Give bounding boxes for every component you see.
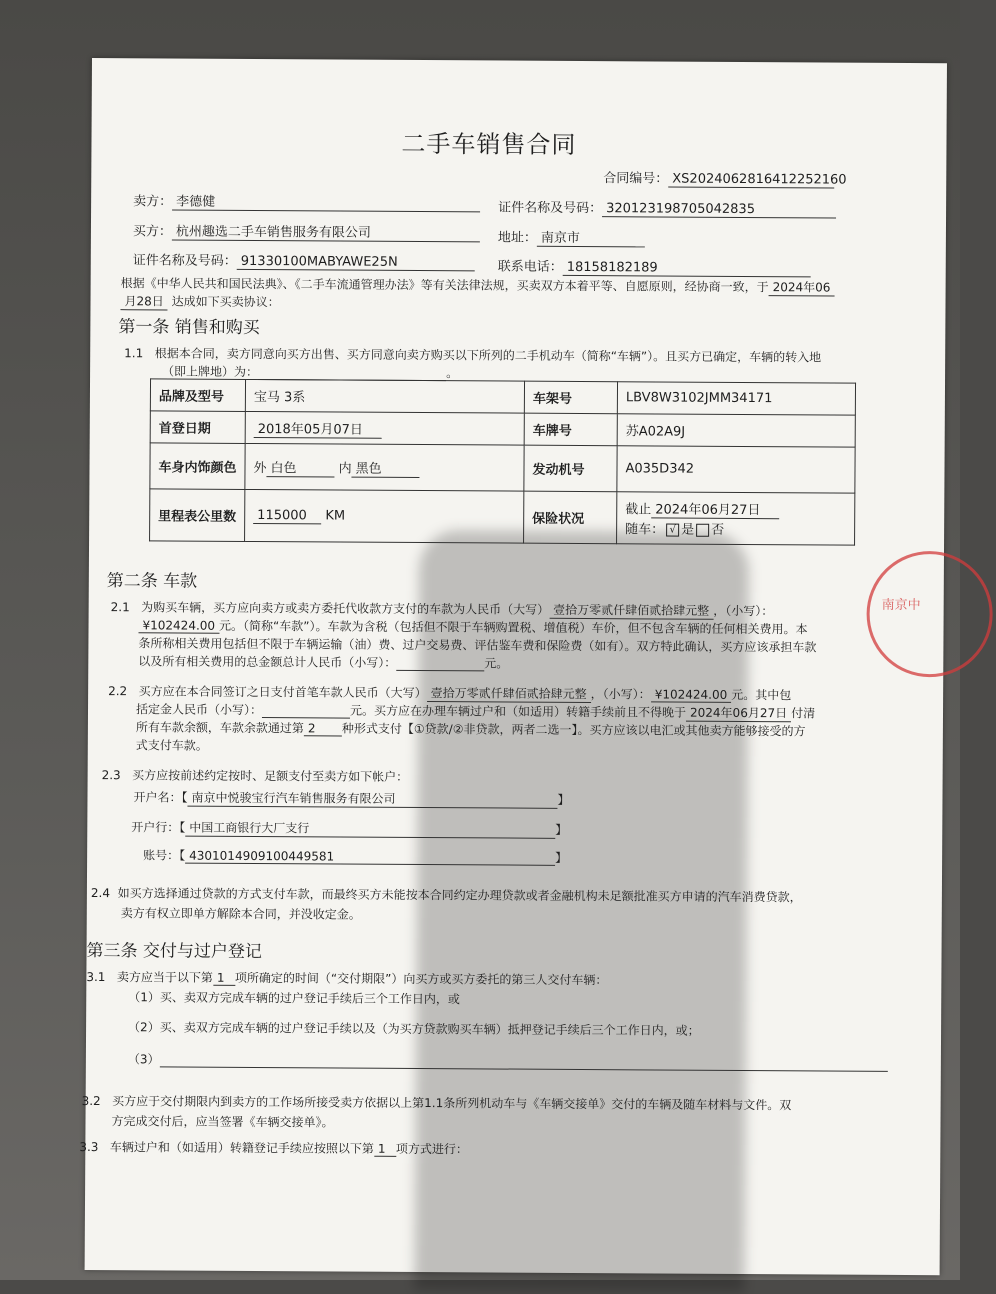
contract-page (79, 58, 947, 1275)
engine-label: 发动机号 (524, 445, 617, 492)
plate-label: 车牌号 (524, 413, 617, 446)
account-name-row (133, 788, 569, 809)
bank-row (131, 818, 567, 839)
clause-3-1-b: 项所确定的时间（“交付期限”）向买方或买方委托的第三人交付车辆： (234, 970, 608, 988)
first-reg-cell (245, 411, 524, 445)
bank-label: 开户行： (131, 820, 180, 835)
clause-2-2-d: 括定金人民币（小写）： (135, 702, 263, 718)
seller-id-label: 证件名称及号码： (498, 200, 603, 217)
account-no-label: 账号： (143, 848, 180, 863)
clause-3-1-opt3-label: （3） (127, 1052, 160, 1067)
account-name-label: 开户名： (133, 790, 182, 805)
clause-3-1-a: 卖方应当于以下第 (116, 970, 213, 985)
clause-3-1-no: 3.1 (86, 969, 106, 985)
insurance-cell (617, 492, 855, 545)
bracket-right: 】 (557, 792, 570, 807)
buyer-name: 杭州趣选二手车销售服务有限公司 (172, 220, 480, 242)
contract-no: XS20240628164122521​60 (668, 172, 834, 189)
clause-3-1-opt2: （2）买、卖双方完成车辆的过户登记手续以及（为买方贷款购买车辆）抵押登记手续后三个工作日内，或； (128, 1020, 700, 1038)
preamble-date-day: 月28日 (120, 292, 167, 310)
plate-value: 苏A02A9J (617, 414, 855, 447)
color-label: 车身内饰颜色 (150, 443, 245, 490)
phone-row (498, 255, 811, 277)
bracket-right: 】 (555, 850, 568, 865)
clause-3-3-no: 3.3 (79, 1139, 99, 1155)
phone-label: 联系电话： (497, 259, 563, 275)
clause-2-2-c: 元。其中包 (731, 687, 792, 703)
brand-label: 品牌及型号 (150, 379, 245, 412)
clause-2-2-line4: 式支付车款。 (135, 738, 208, 753)
preamble-end: 达成如下买卖协议： (171, 294, 280, 310)
first-reg-value: 2018年05月07日 (254, 417, 382, 438)
buyer-id-row (133, 249, 475, 271)
clause-3-1-opt3 (128, 1050, 888, 1072)
account-no: 4301014909100449581 (185, 849, 555, 866)
int-color: 黑色 (352, 457, 420, 477)
clause-3-1-opt1: （1）买、卖双方完成车辆的过户登记手续后三个工作日内，或 (128, 990, 460, 1007)
mileage-cell (245, 489, 524, 543)
ins-no-checkbox (696, 524, 709, 537)
brand-value: 宝马 3系 (245, 379, 524, 413)
clause-2-2-g: 所有车款余额，车款余款通过第 (135, 720, 304, 736)
clause-2-1-line4 (138, 652, 508, 671)
clause-2-1-c: 元。（简称“车款”）。车款为含税（包括但不限于车辆购置税、增值税）车价，但不包含车辆的任何相关费用。本 (219, 618, 808, 637)
page-title: 二手车销售合同 (401, 129, 577, 159)
ins-until-prefix: 截止 (625, 502, 652, 518)
bracket-left: 【 (181, 790, 188, 805)
clause-2-1-f: 元。 (484, 656, 509, 671)
ins-no: 否 (711, 522, 725, 538)
clause-3-3-b: 项方式进行： (395, 1141, 468, 1157)
clause-2-1-lower: ¥102424.00 (138, 618, 219, 633)
contract-no-label: 合同编号： (603, 171, 669, 187)
account-no-row (143, 846, 567, 866)
clause-2-4-no: 2.4 (90, 886, 111, 901)
bracket-right: 】 (555, 822, 568, 837)
clause-2-1-line3: 条所称相关费用包括但不限于车辆运输（油）费、过户交易费、评估鉴车费和保险费（如有）。双方特此确认，买方应该承担车款 (138, 636, 817, 655)
clause-3-2-line2: 方完成交付后，应当签署《车辆交接单》。 (111, 1114, 334, 1130)
vin-label: 车架号 (524, 381, 617, 414)
buyer-id-label: 证件名称及号码： (132, 253, 237, 269)
clause-2-1-e: 以及所有相关费用的总金额总计人民币（小写）： (138, 654, 397, 670)
clause-1-1-no: 1.1 (124, 346, 144, 361)
clause-2-3-text: 买方应按前述约定按时、足额支付至卖方如下帐户： (132, 768, 409, 784)
clause-2-2-date: 2024年06月27日 (686, 704, 791, 723)
preamble-text: 根据《中华人民共和国民法典》、《二手车流通管理办法》等有关法律法规，买卖双方本着平等、自愿原则，经协商一致，于 (120, 276, 769, 295)
insurance-label: 保险状况 (524, 491, 617, 544)
clause-2-2-h: 种形式支付【①贷款/②非贷款，两者二选一】。买方应该以电汇或其他卖方能够接受的方 (341, 721, 806, 739)
seller-id: 320123198705042835 (602, 201, 836, 218)
clause-3-3 (79, 1138, 468, 1157)
ins-yes-checkbox: √ (666, 524, 679, 537)
clause-3-3-a: 车辆过户和（如适用）转籍登记手续应按照以下第 (109, 1140, 374, 1156)
engine-value: A035D342 (617, 446, 855, 493)
ext-prefix: 外 (253, 460, 267, 476)
vin-value: LBV8W3102JMM34171 (617, 382, 855, 415)
clause-2-3-no: 2.3 (101, 768, 121, 783)
clause-2-2-e: 元。买方应在办理车辆过户和（如适用）转籍手续前且不得晚于 (349, 703, 687, 720)
seller-id-row (498, 196, 836, 218)
clause-3-1-line1 (86, 968, 607, 988)
clause-2-1-b: ，（小写）： (713, 603, 774, 619)
clause-3-1-item: 1 (213, 971, 235, 986)
mileage-unit: KM (325, 507, 346, 524)
ins-yes: 是 (681, 522, 695, 538)
seal-text: 南京中 (881, 597, 921, 614)
phone: 18158182189 (563, 260, 811, 278)
preamble-date-year: 2024年06 (769, 278, 835, 296)
account-name: 南京中悦骏宝行汽车销售服务有限公司 (187, 789, 557, 809)
ins-until: 2024年06月27日 (651, 498, 779, 519)
article-2-title: 第二条 车款 (106, 571, 198, 592)
address: 南京市 (537, 227, 645, 248)
seller-row (133, 190, 480, 212)
bracket-left: 【 (179, 848, 186, 863)
red-seal (866, 551, 993, 678)
clause-2-1-upper: 壹拾万零贰仟肆佰贰拾肆元整 (549, 601, 713, 620)
clause-3-2-line1 (82, 1092, 792, 1113)
clause-2-2-way: 2 (304, 721, 342, 736)
clause-2-2-no: 2.2 (108, 684, 128, 699)
color-cell (245, 443, 524, 491)
seller-label: 卖方： (133, 194, 173, 210)
clause-3-3-item: 1 (374, 1142, 396, 1157)
clause-2-2-lower: ¥102424.00 (651, 687, 732, 702)
clause-2-2-f: 付清 (791, 706, 816, 721)
clause-2-2-a: 买方应在本合同签订之日支付首笔车款人民币（大写） (138, 684, 427, 701)
contract-no-row (603, 167, 847, 188)
first-reg-label: 首登日期 (150, 411, 245, 444)
clause-1-1-text: 根据本合同，卖方同意向买方出售、买方同意向卖方购买以下所列的二手机动车（简称“车辆”）。且买方已确定，车辆的转入地 (154, 346, 822, 365)
clause-1-1-text2: （即上牌地）为： (162, 364, 259, 380)
vehicle-table (149, 378, 856, 545)
clause-2-4-line2: 卖方有权立即单方解除本合同，并没收定金。 (120, 906, 361, 922)
clause-3-2-a: 买方应于交付期限内到卖方的工作场所接受卖方依据以上第1.1条所列机动车与《车辆交接单》交付的车辆及随车材料与文件。双 (112, 1094, 792, 1113)
clause-3-2-no: 3.2 (81, 1093, 101, 1109)
clause-1-1-end: 。 (446, 366, 459, 381)
preamble-line2 (120, 292, 279, 311)
clause-2-1-no: 2.1 (110, 600, 130, 615)
address-label: 地址： (497, 230, 537, 246)
buyer-row (133, 220, 480, 242)
clause-2-1-a: 为购买车辆，买方应向卖方或卖方委托代收款方支付的车款为人民币（大写） (141, 600, 550, 617)
ins-with-car: 随车： (625, 522, 665, 538)
clause-2-2-line3 (136, 718, 806, 739)
ext-color: 白色 (266, 457, 334, 477)
int-prefix: 内 (338, 461, 352, 477)
buyer-id: 91330100MABYAWE25N (237, 254, 475, 271)
clause-2-4-a: 如买方选择通过贷款的方式支付车款，而最终买方未能按本合同约定办理贷款或者金融机构未足额批准买方申请的汽车消费贷款， (117, 886, 802, 905)
clause-2-3 (102, 766, 409, 785)
seller-name: 李德健 (172, 190, 480, 212)
clause-2-2-b: ，（小写）： (590, 687, 651, 702)
article-3-title: 第三条 交付与过户登记 (86, 940, 263, 963)
bracket-left: 【 (179, 820, 186, 835)
mileage-label: 里程表公里数 (150, 489, 245, 542)
bank-name: 中国工商银行大厂支行 (185, 819, 555, 839)
clause-2-4-line1 (91, 884, 802, 905)
clause-2-2-upper: 壹拾万零贰仟肆佰贰拾肆元整 (427, 684, 591, 703)
article-1-title: 第一条 销售和购买 (118, 317, 260, 339)
mileage-value: 115000 (253, 507, 321, 523)
address-row (498, 226, 645, 247)
buyer-label: 买方： (132, 224, 173, 240)
